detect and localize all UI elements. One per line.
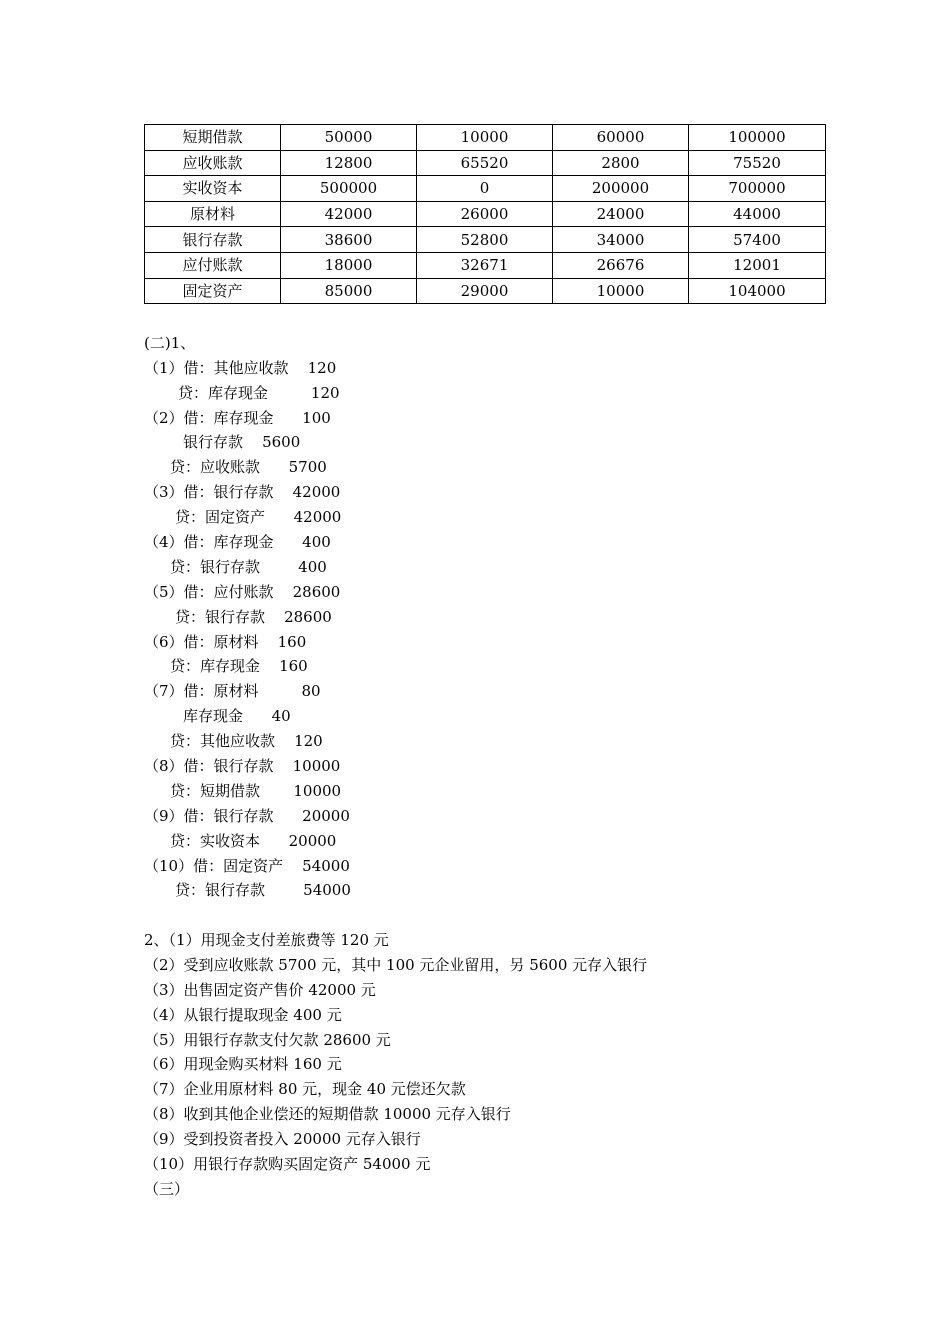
journal-entry-line: 贷：固定资产 42000 xyxy=(175,508,342,526)
journal-entry-line: 贷：短期借款 10000 xyxy=(170,782,342,800)
table-cell: 24000 xyxy=(553,201,689,227)
journal-entry-line: 贷：应收账款 5700 xyxy=(170,458,327,476)
journal-entry-line: 贷：其他应收款 120 xyxy=(170,732,323,750)
journal-entry-line: 银行存款 5600 xyxy=(183,433,301,451)
table-cell: 34000 xyxy=(553,227,689,253)
table-cell: 固定资产 xyxy=(145,278,281,304)
account-balance-table xyxy=(144,124,826,304)
description-line: 2、（1）用现金支付差旅费等 120 元 xyxy=(144,931,389,949)
table-cell: 18000 xyxy=(281,252,417,278)
journal-entry-line: （2）借：库存现金 100 xyxy=(144,409,331,427)
description-line: （9）受到投资者投入 20000 元存入银行 xyxy=(144,1130,421,1148)
description-line: （6）用现金购买材料 160 元 xyxy=(144,1055,342,1073)
table-row xyxy=(145,278,826,304)
section-heading: (二)1、 xyxy=(144,334,196,352)
section-heading: （三） xyxy=(144,1180,190,1198)
table-row xyxy=(145,201,826,227)
table-cell: 短期借款 xyxy=(145,125,281,151)
table-cell: 60000 xyxy=(553,125,689,151)
journal-entry-line: 贷：库存现金 120 xyxy=(178,384,340,402)
table-cell: 2800 xyxy=(553,150,689,176)
table-cell: 10000 xyxy=(417,125,553,151)
journal-entry-line: （10）借：固定资产 54000 xyxy=(144,857,350,875)
journal-entry-line: （5）借：应付账款 28600 xyxy=(144,583,341,601)
table-cell: 12800 xyxy=(281,150,417,176)
table-row xyxy=(145,227,826,253)
description-line: （8）收到其他企业偿还的短期借款 10000 元存入银行 xyxy=(144,1105,511,1123)
description-line: （10）用银行存款购买固定资产 54000 元 xyxy=(144,1155,431,1173)
journal-entry-line: （7）借：原材料 80 xyxy=(144,682,321,700)
table-cell: 应付账款 xyxy=(145,252,281,278)
table-cell: 38600 xyxy=(281,227,417,253)
journal-entry-line: 贷：银行存款 54000 xyxy=(175,881,351,899)
table-cell: 26676 xyxy=(553,252,689,278)
journal-entry-line: 贷：实收资本 20000 xyxy=(170,832,337,850)
table-cell: 44000 xyxy=(689,201,826,227)
table-cell: 57400 xyxy=(689,227,826,253)
table-cell: 85000 xyxy=(281,278,417,304)
table-cell: 银行存款 xyxy=(145,227,281,253)
table-row xyxy=(145,252,826,278)
table-row xyxy=(145,125,826,151)
journal-entry-line: （6）借：原材料 160 xyxy=(144,633,307,651)
table-cell: 原材料 xyxy=(145,201,281,227)
table-cell: 65520 xyxy=(417,150,553,176)
table-cell: 500000 xyxy=(281,176,417,202)
table-cell: 75520 xyxy=(689,150,826,176)
description-line: （3）出售固定资产售价 42000 元 xyxy=(144,981,376,999)
journal-entry-line: （4）借：库存现金 400 xyxy=(144,533,331,551)
journal-entry-line: （9）借：银行存款 20000 xyxy=(144,807,350,825)
journal-entry-line: （3）借：银行存款 42000 xyxy=(144,483,341,501)
table-cell: 0 xyxy=(417,176,553,202)
description-line: （5）用银行存款支付欠款 28600 元 xyxy=(144,1031,391,1049)
table-cell: 应收账款 xyxy=(145,150,281,176)
table-row xyxy=(145,176,826,202)
journal-entry-line: 贷：银行存款 28600 xyxy=(175,608,332,626)
table-cell: 10000 xyxy=(553,278,689,304)
table-cell: 200000 xyxy=(553,176,689,202)
table-cell: 50000 xyxy=(281,125,417,151)
journal-entry-line: 贷：库存现金 160 xyxy=(170,657,308,675)
table-cell: 100000 xyxy=(689,125,826,151)
journal-entry-line: （1）借：其他应收款 120 xyxy=(144,359,337,377)
table-cell: 26000 xyxy=(417,201,553,227)
table-cell: 104000 xyxy=(689,278,826,304)
table-cell: 42000 xyxy=(281,201,417,227)
table-cell: 52800 xyxy=(417,227,553,253)
table-row xyxy=(145,150,826,176)
journal-entry-line: 贷：银行存款 400 xyxy=(170,558,327,576)
table-cell: 实收资本 xyxy=(145,176,281,202)
journal-entry-line: （8）借：银行存款 10000 xyxy=(144,757,341,775)
description-line: （7）企业用原材料 80 元，现金 40 元偿还欠款 xyxy=(144,1080,466,1098)
table-cell: 700000 xyxy=(689,176,826,202)
description-line: （2）受到应收账款 5700 元，其中 100 元企业留用，另 5600 元存入银行 xyxy=(144,956,648,974)
table-cell: 29000 xyxy=(417,278,553,304)
table-cell: 12001 xyxy=(689,252,826,278)
description-line: （4）从银行提取现金 400 元 xyxy=(144,1006,342,1024)
table-cell: 32671 xyxy=(417,252,553,278)
journal-entry-line: 库存现金 40 xyxy=(183,707,291,725)
